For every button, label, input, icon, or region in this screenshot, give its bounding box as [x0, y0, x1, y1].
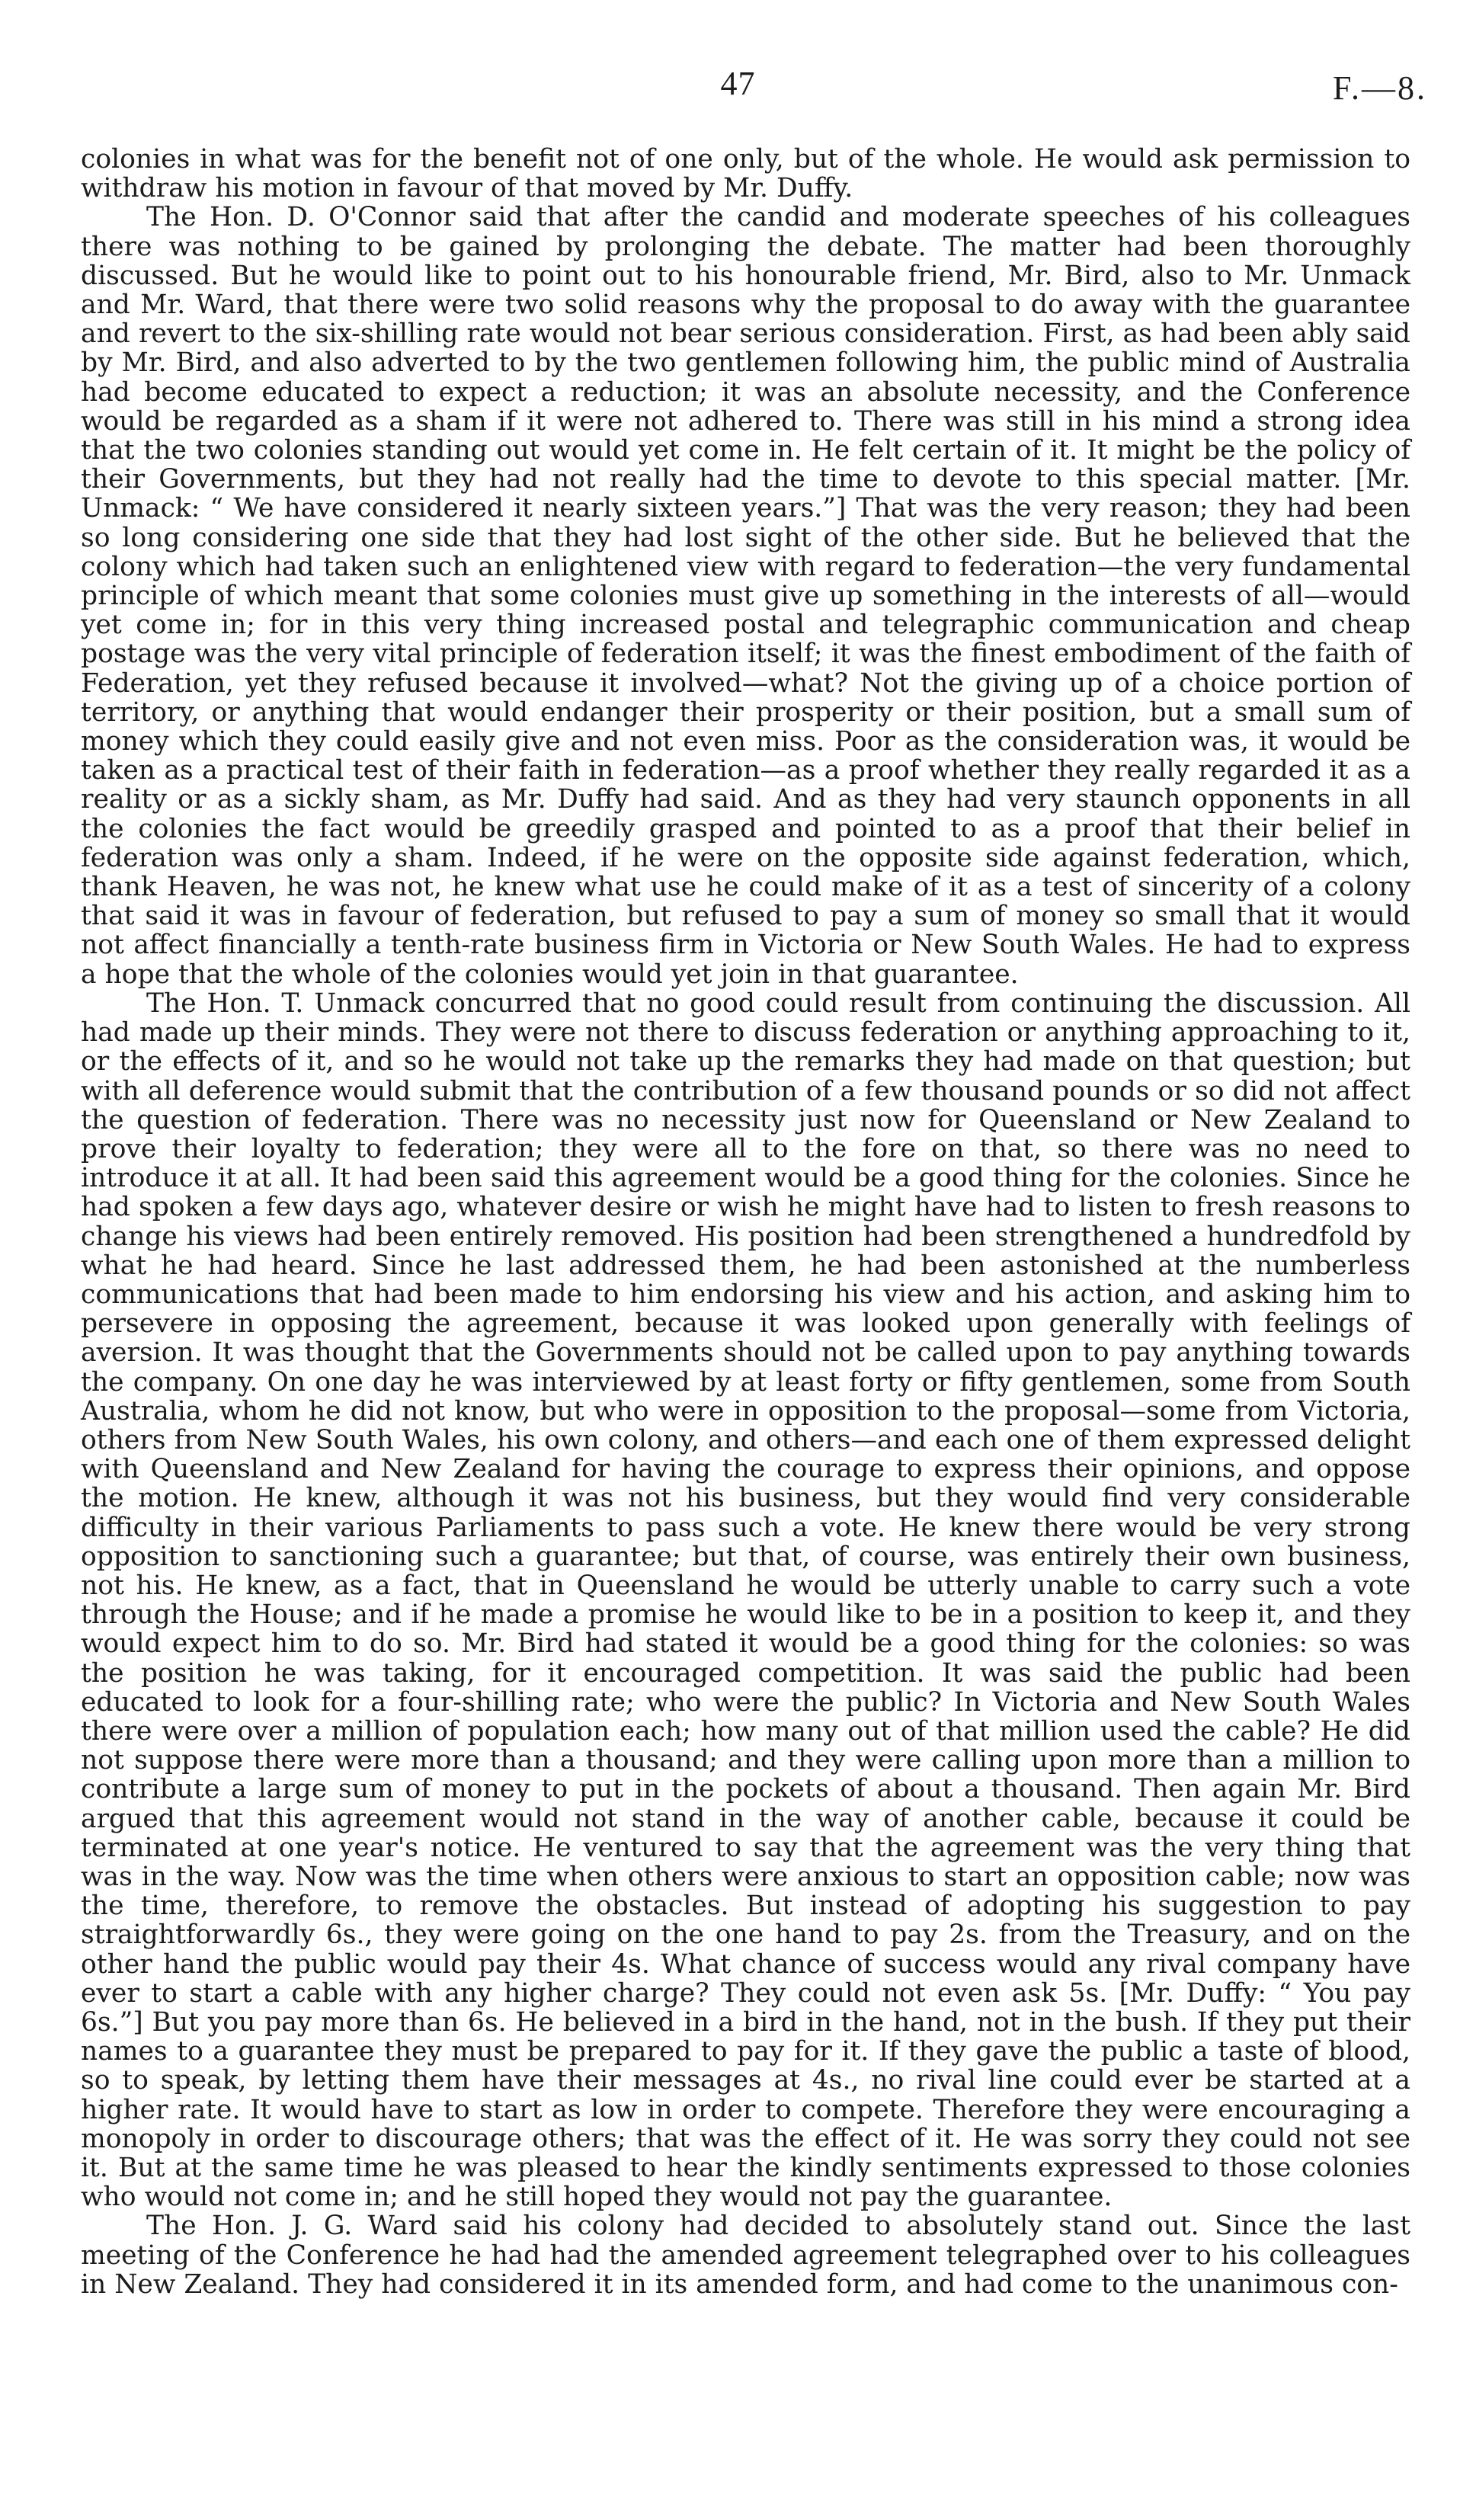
paragraph-oconnor: The Hon. D. O'Connor said that after the candid and moderate speeches of his colleagues there was nothing to be gained by prolonging the debate. The matter had been thoroughly discussed. But he would like to point out to his honourable friend, Mr. Bird, also to Mr. Unmack and Mr. Ward, that there were two solid reasons why the proposal to do away with the guarantee and revert to the six-shilling rate would not bear serious consideration. First, as had been ably said by Mr. Bird, and also adverted to by the two gentlemen following him, the public mind of Australia had become educated to expect a reduction; it was an absolute necessity, and the Conference would be regarded as a sham if it were not adhered to. There was still in his mind a strong idea that the two colonies standing out would yet come in. He felt certain of it. It might be the policy of their Governments, but they had not really had the time to devote to this special matter. [Mr. Unmack: “ We have considered it nearly sixteen years.”] That was the very reason; they had been so long considering one side that they had lost sight of the other side. But he believed that the colony which had taken such an enlightened view with regard to federation—the very fundamental principle of which meant that some colonies must give up something in the interests of all—would yet come in; for in this very thing increased postal and telegraphic communication and cheap postage was the very vital principle of federation itself; it was the finest embodiment of the faith of Federation, yet they refused because it involved—what? Not the giving up of a choice portion of territory, or anything that would endanger their prosperity or their position, but a small sum of money which they could easily give and not even miss. Poor as the consideration was, it would be taken as a practical test of their faith in federation—as a proof whether they really regarded it as a reality or as a sickly sham, as Mr. Duffy had said. And as they had very staunch opponents in all the colonies the fact would be greedily grasped and pointed to as a proof that their belief in federation was only a sham. Indeed, if he were on the opposite side against federation, which, thank Heaven, he was not, he knew what use he could make of it as a test of sincerity of a colony that said it was in favour of federation, but refused to pay a sum of money so small that it would not affect financially a tenth-rate business firm in Victoria or New South Wales. He had to express a hope that the whole of the colonies would yet join in that guarantee.	[81, 202, 1410, 990]
paragraph-ward: The Hon. J. G. Ward said his colony had decided to absolutely stand out. Since the last meeting of the Conference he had had the amended agreement telegraphed over to his colleagues in New Zealand. They had considered it in its amended form, and had come to the unanimous con-	[81, 2211, 1410, 2300]
document-reference: F.—8.	[1333, 69, 1427, 107]
paragraph-continuation: colonies in what was for the benefit not of one only, but of the whole. He would ask permission to withdraw his motion in favour of that moved by Mr. Duffy.	[81, 144, 1410, 204]
body-text	[81, 145, 1410, 2299]
paragraph-unmack: The Hon. T. Unmack concurred that no good could result from continuing the discussion. All had made up their minds. They were not there to discuss federation or anything approaching to it, or the effects of it, and so he would not take up the remarks they had made on that question; but with all deference would submit that the contribution of a few thousand pounds or so did not affect the question of federation. There was no necessity just now for Queensland or New Zealand to prove their loyalty to federation; they were all to the fore on that, so there was no need to introduce it at all. It had been said this agreement would be a good thing for the colonies. Since he had spoken a few days ago, whatever desire or wish he might have had to listen to fresh reasons to change his views had been entirely removed. His position had been strengthened a hundredfold by what he had heard. Since he last addressed them, he had been astonished at the numberless communications that had been made to him endorsing his view and his action, and asking him to persevere in opposing the agreement, because it was looked upon generally with feelings of aversion. It was thought that the Governments should not be called upon to pay anything towards the company. On one day he was interviewed by at least forty or fifty gentlemen, some from South Australia, whom he did not know, but who were in opposition to the proposal—some from Victoria, others from New South Wales, his own colony, and others—and each one of them expressed delight with Queensland and New Zealand for having the courage to express their opinions, and oppose the motion. He knew, although it was not his business, but they would find very considerable difficulty in their various Parliaments to pass such a vote. He knew there would be very strong opposition to sanctioning such a guarantee; but that, of course, was entirely their own business, not his. He knew, as a fact, that in Queensland he would be utterly unable to carry such a vote through the House; and if he made a promise he would like to be in a position to keep it, and they would expect him to do so. Mr. Bird had stated it would be a good thing for the colonies: so was the position he was taking, for it encouraged competition. It was said the public had been educated to look for a four-shilling rate; who were the public? In Victoria and New South Wales there were over a million of population each; how many out of that million used the cable? He did not suppose there were more than a thousand; and they were calling upon more than a million to contribute a large sum of money to put in the pockets of about a thousand. Then again Mr. Bird argued that this agreement would not stand in the way of another cable, because it could be terminated at one year's notice. He ventured to say that the agreement was the very thing that was in the way. Now was the time when others were anxious to start an opposition cable; now was the time, therefore, to remove the obstacles. But instead of adopting his suggestion to pay straightforwardly 6s., they were going on the one hand to pay 2s. from the Treasury, and on the other hand the public would pay their 4s. What chance of success would any rival company have ever to start a cable with any higher charge? They could not even ask 5s. [Mr. Duffy: “ You pay 6s.”] But you pay more than 6s. He believed in a bird in the hand, not in the bush. If they put their names to a guarantee they must be prepared to pay for it. If they gave the public a taste of blood, so to speak, by letting them have their messages at 4s., no rival line could ever be started at a higher rate. It would have to start as low in order to compete. Therefore they were encouraging a monopoly in order to discourage others; that was the effect of it. He was sorry they could not see it. But at the same time he was pleased to hear the kindly sentiments expressed to those colonies who would not come in; and he still hoped they would not pay the guarantee.	[81, 988, 1410, 2213]
page-number: 47	[720, 65, 756, 102]
